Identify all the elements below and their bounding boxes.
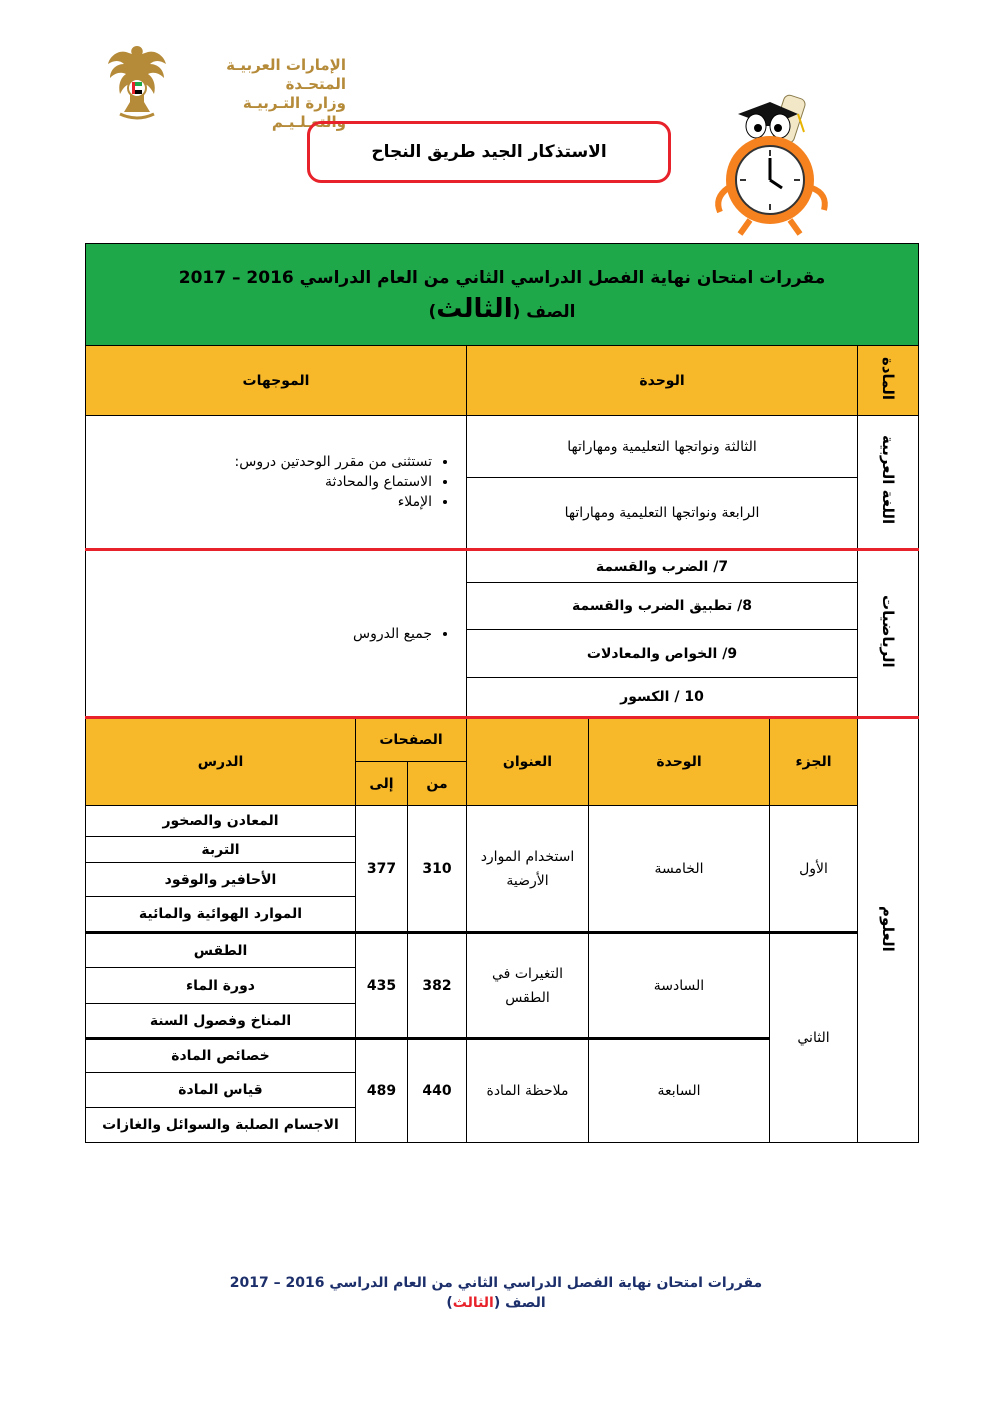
from-header: من bbox=[408, 762, 467, 806]
country-name: الإمارات العربيـة المتحـدة bbox=[226, 56, 346, 93]
arabic-row bbox=[86, 416, 919, 478]
lesson-cell: الأحافير والوقود bbox=[86, 863, 356, 897]
math-unit-8: 8/ تطبيق الضرب والقسمة bbox=[467, 583, 858, 630]
list-item: • جميع الدروس bbox=[86, 624, 432, 644]
arabic-subject-label: اللغة العربية bbox=[879, 435, 897, 525]
lesson-cell: المعادن والصخور bbox=[86, 806, 356, 837]
math-row bbox=[86, 550, 919, 583]
motto-box bbox=[307, 121, 671, 183]
header-row bbox=[86, 346, 919, 416]
grade-suffix: ) bbox=[428, 301, 437, 322]
lesson-cell: المناخ وفصول السنة bbox=[86, 1004, 356, 1039]
footer-grade-name: الثالث bbox=[452, 1295, 494, 1311]
math-unit-9: 9/ الخواص والمعادلات bbox=[467, 630, 858, 678]
from-page: 382 bbox=[408, 933, 467, 1039]
motto-text: الاستذكار الجيد طريق النجاح bbox=[371, 142, 607, 162]
unit-header: الوحدة bbox=[467, 346, 858, 416]
math-guidelines-list bbox=[86, 624, 466, 644]
math-guidelines bbox=[86, 550, 467, 718]
to-page: 489 bbox=[356, 1039, 408, 1143]
math-subject bbox=[858, 550, 919, 718]
lesson-cell: قياس المادة bbox=[86, 1073, 356, 1108]
banner-title: مقررات امتحان نهاية الفصل الدراسي الثاني من العام الدراسي 2016 – 2017 bbox=[178, 267, 826, 288]
title-header: العنوان bbox=[467, 718, 589, 806]
arabic-subject bbox=[858, 416, 919, 550]
unit-title: التغيرات في الطقس bbox=[467, 933, 589, 1039]
math-unit-10: 10 / الكسور bbox=[467, 678, 858, 718]
lesson-cell: التربة bbox=[86, 837, 356, 863]
clock-mascot-icon bbox=[700, 88, 840, 238]
ministry-name: وزارة التـربيـة والتعـلـيـم bbox=[242, 94, 346, 131]
science-header-row bbox=[86, 718, 919, 762]
to-header: إلى bbox=[356, 762, 408, 806]
subject-header-label: المادة bbox=[879, 356, 897, 400]
lesson-header: الدرس bbox=[86, 718, 356, 806]
footer-title: مقررات امتحان نهاية الفصل الدراسي الثاني من العام الدراسي 2016 – 2017 bbox=[229, 1275, 763, 1291]
to-page: 377 bbox=[356, 806, 408, 933]
footer-grade-prefix: الصف ( bbox=[493, 1295, 546, 1311]
unit-title: استخدام الموارد الأرضية bbox=[467, 806, 589, 933]
science-subject-label: العلوم bbox=[879, 905, 897, 952]
subject-header bbox=[858, 346, 919, 416]
unit-name: السادسة bbox=[589, 933, 770, 1039]
grade-name: الثالث bbox=[436, 293, 513, 324]
arabic-guidelines bbox=[86, 416, 467, 550]
from-page: 310 bbox=[408, 806, 467, 933]
footer-grade-suffix: ) bbox=[446, 1295, 453, 1311]
science-unit-header: الوحدة bbox=[589, 718, 770, 806]
lesson-cell: الطقس bbox=[86, 933, 356, 968]
list-item: • الاستماع والمحادثة bbox=[86, 472, 432, 492]
lesson-cell: الاجسام الصلبة والسوائل والغازات bbox=[86, 1108, 356, 1143]
title-banner bbox=[86, 244, 919, 346]
lesson-cell: الموارد الهوائية والمائية bbox=[86, 897, 356, 933]
arabic-unit-2: الرابعة ونواتجها التعليمية ومهاراتها bbox=[467, 478, 858, 550]
footer-grade bbox=[0, 1295, 992, 1311]
exam-syllabus-table bbox=[85, 243, 919, 1143]
unit-name: الخامسة bbox=[589, 806, 770, 933]
unit-name: السابعة bbox=[589, 1039, 770, 1143]
part-header: الجزء bbox=[770, 718, 858, 806]
math-unit-7: 7/ الضرب والقسمة bbox=[467, 550, 858, 583]
table-row bbox=[86, 806, 919, 837]
guidelines-header: الموجهات bbox=[86, 346, 467, 416]
list-item: • الإملاء bbox=[86, 492, 432, 512]
science-subject bbox=[858, 718, 919, 1143]
banner-row bbox=[86, 244, 919, 346]
to-page: 435 bbox=[356, 933, 408, 1039]
list-item: • تستثنى من مقرر الوحدتين دروس: bbox=[86, 452, 432, 472]
pages-header: الصفحات bbox=[356, 718, 467, 762]
lesson-cell: خصائص المادة bbox=[86, 1039, 356, 1073]
arabic-unit-1: الثالثة ونواتجها التعليمية ومهاراتها bbox=[467, 416, 858, 478]
grade-line bbox=[86, 288, 918, 332]
lesson-cell: دورة الماء bbox=[86, 968, 356, 1004]
from-page: 440 bbox=[408, 1039, 467, 1143]
uae-emblem-icon bbox=[104, 42, 170, 120]
unit-title: ملاحظة المادة bbox=[467, 1039, 589, 1143]
math-subject-label: الرياضيات bbox=[879, 595, 897, 668]
table-row bbox=[86, 933, 919, 968]
part-name: الثاني bbox=[770, 933, 858, 1143]
part-name: الأول bbox=[770, 806, 858, 933]
arabic-guidelines-list bbox=[86, 452, 466, 512]
grade-prefix: الصف ( bbox=[512, 301, 576, 322]
